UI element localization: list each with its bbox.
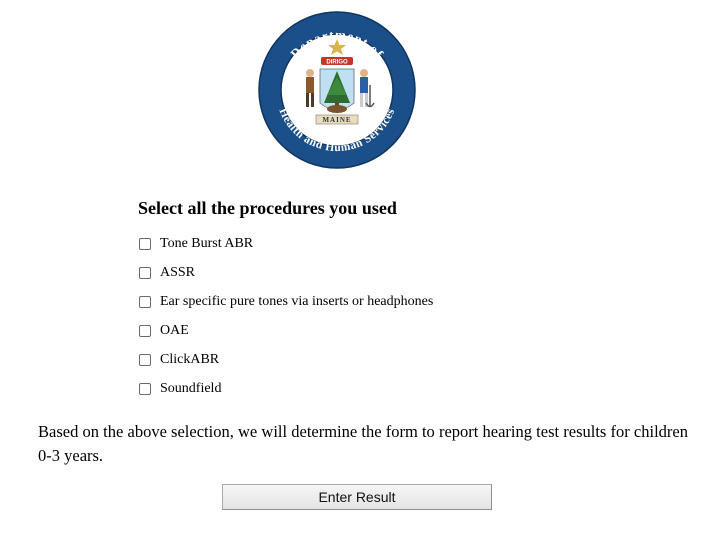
procedure-options [139,229,433,403]
seal-graphic [258,11,416,169]
dhhs-seal-logo [258,11,416,169]
option-label: Soundfield [160,380,222,396]
option-label: Ear specific pure tones via inserts or headphones [160,293,434,309]
checkbox[interactable] [139,325,151,337]
form-heading: Select all the procedures you used [138,198,397,218]
option-label: Tone Burst ABR [160,235,254,251]
checkbox[interactable] [139,267,151,279]
option-click-abr[interactable] [139,345,433,374]
option-ear-specific-pure-tones[interactable] [139,287,433,316]
option-label: OAE [160,322,189,338]
option-label: ClickABR [160,351,220,367]
option-tone-burst-abr[interactable] [139,229,433,258]
option-oae[interactable] [139,316,433,345]
seal-arc-bottom: Health and Human Services [276,106,398,155]
option-soundfield[interactable] [139,374,433,403]
checkbox[interactable] [139,296,151,308]
checkbox[interactable] [139,238,151,250]
option-assr[interactable] [139,258,433,287]
instruction-text: Based on the above selection, we will determine the form to report hearing test results for children 0-3 years. [38,422,688,465]
seal-motto: DIRIGO [326,59,348,66]
seal-arc-top: Department of [287,26,388,62]
checkbox[interactable] [139,354,151,366]
checkbox[interactable] [139,383,151,395]
seal-banner: MAINE [322,116,352,124]
option-label: ASSR [160,264,196,280]
enter-result-button[interactable]: Enter Result [222,484,492,510]
